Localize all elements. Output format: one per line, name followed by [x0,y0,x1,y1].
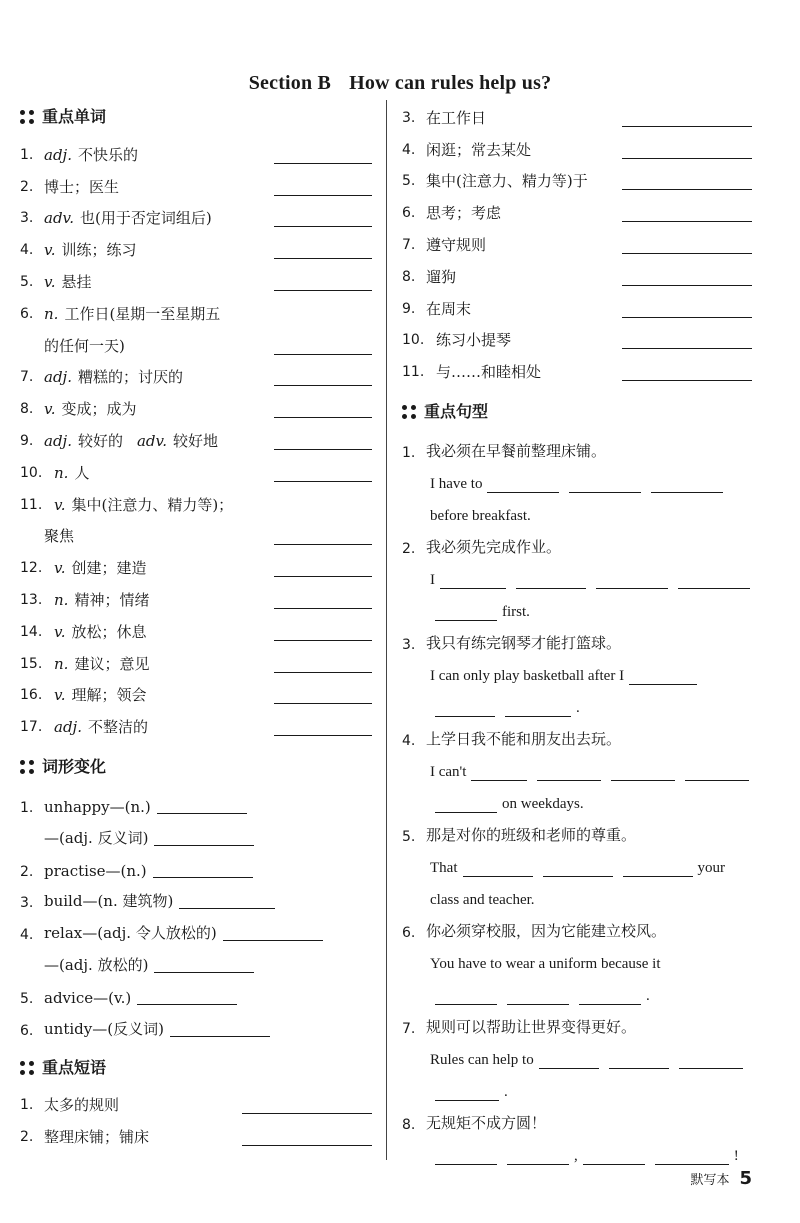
part-of-speech: v. [54,495,66,514]
item-number: 2. [402,541,416,558]
phrase-meaning: 在工作日 [426,108,487,127]
word-prompt [54,716,274,738]
item-number: 10. [20,464,43,481]
item-number: 16. [20,687,43,704]
word-item [20,388,372,420]
phrase-item [402,224,752,256]
left-column [20,100,372,1148]
word-prompt [54,589,274,611]
item-number: 10. [402,332,425,349]
word-form-item-continued [20,943,372,975]
word-item [20,579,372,611]
answer-blank[interactable] [157,793,247,814]
phrase-meaning: 闲逛；常去某处 [426,140,532,159]
answer-blank[interactable] [435,792,497,813]
item-number: 1. [20,146,34,163]
part-of-speech: adv. [44,209,75,228]
phrase-meaning: 在周末 [426,299,472,318]
forms-heading: 词形变化 [20,750,372,784]
word-form-prompt: relax—(adj. 令人放松的) [44,924,217,943]
word-form-item [20,880,372,912]
pattern-prompt: on weekdays. [502,796,584,813]
item-number: 7. [402,236,416,253]
phrase-item [402,97,752,129]
pattern-prompt: before breakfast. [430,508,531,525]
answer-blank[interactable] [622,138,752,159]
answer-blank[interactable] [440,568,506,589]
word-meaning: 创建；建造 [71,559,147,578]
part-of-speech: v. [54,686,66,705]
answer-blank[interactable] [242,1125,372,1146]
item-number: 3. [402,637,416,654]
item-number: 3. [402,109,416,126]
answer-blank[interactable] [685,760,749,781]
word-prompt [44,303,372,325]
phrase-item [402,192,752,224]
item-number: 6. [20,305,34,322]
word-meaning: 工作日(星期一至星期五 [64,304,221,323]
pattern-english-line [402,685,752,717]
item-number: 4. [20,927,34,944]
word-prompt [54,653,274,675]
answer-blank[interactable] [678,568,750,589]
answer-blank[interactable] [274,334,372,355]
item-number: 13. [20,591,43,608]
answer-blank[interactable] [622,360,752,381]
word-item [20,166,372,198]
word-prompt [54,684,274,706]
word-prompt [44,144,274,166]
answer-blank[interactable] [505,696,571,717]
item-number: 4. [402,141,416,158]
word-prompt [44,271,274,293]
phrase-meaning: 整理床铺；铺床 [44,1128,150,1147]
pattern-english-line [402,493,752,525]
answer-blank[interactable] [274,429,372,450]
answer-blank[interactable] [274,365,372,386]
pattern-english-line [402,1037,752,1069]
item-number: 5. [20,273,34,290]
item-number: 4. [20,242,34,259]
answer-blank[interactable] [623,856,693,877]
word-item [20,547,372,579]
pattern-chinese [402,429,752,461]
item-number: 8. [402,268,416,285]
word-item-continued [20,516,372,548]
word-meaning: 训练；练习 [61,241,137,260]
word-meaning: 变成；成为 [61,400,137,419]
part-of-speech: v. [54,622,66,641]
item-number: 8. [402,1117,416,1134]
answer-blank[interactable] [463,856,533,877]
answer-blank[interactable] [154,825,254,846]
answer-blank[interactable] [274,683,372,704]
word-item [20,643,372,675]
word-form-prompt: —(adj. 放松的) [44,955,149,974]
phrase-meaning: 思考；考虑 [426,204,502,223]
answer-blank[interactable] [679,1048,743,1069]
word-prompt [44,398,274,420]
answer-blank[interactable] [622,201,752,222]
pattern-chinese [402,1005,752,1037]
item-number: 8. [20,401,34,418]
pattern-chinese [402,813,752,845]
answer-blank[interactable] [487,472,559,493]
part-of-speech: v. [44,241,56,260]
word-item [20,452,372,484]
clover-icon [20,110,34,124]
word-prompt [54,462,274,484]
word-meaning: 聚焦 [44,527,75,546]
answer-blank[interactable] [435,984,497,1005]
answer-blank[interactable] [274,397,372,418]
clover-icon [402,405,416,419]
pattern-english-line [402,653,752,685]
item-number: 2. [20,863,34,880]
word-form-item [20,1007,372,1039]
pattern-sentence: 无规矩不成方圆！ [426,1114,547,1133]
part-of-speech: adj. [44,145,72,164]
part-of-speech: n. [54,590,69,609]
answer-blank[interactable] [274,461,372,482]
phrase-item [402,129,752,161]
phrases-list-right [402,97,752,383]
answer-blank[interactable] [622,297,752,318]
part-of-speech: n. [54,654,69,673]
answer-blank[interactable] [629,664,697,685]
answer-blank[interactable] [274,620,372,641]
answer-blank[interactable] [622,106,752,127]
word-meaning: 博士；医生 [44,177,120,196]
pattern-prompt: first. [502,604,530,621]
word-item [20,293,372,325]
item-number: 14. [20,623,43,640]
pattern-english-line [402,1069,752,1101]
answer-blank[interactable] [622,265,752,286]
answer-blank[interactable] [274,143,372,164]
word-prompt [44,207,274,229]
section-label: Section B [248,72,332,94]
forms-list [20,784,372,1038]
phrase-meaning: 与……和睦相处 [436,363,542,382]
answer-blank[interactable] [507,1144,569,1165]
pattern-english-line [402,1133,752,1165]
pattern-punct: , [574,1148,578,1165]
pattern-prompt: Rules can help to [430,1052,534,1069]
answer-blank[interactable] [651,472,723,493]
word-meaning: 人 [74,463,90,482]
part-of-speech: adj. [44,431,72,450]
pattern-sentence: 上学日我不能和朋友出去玩。 [426,730,622,749]
word-prompt [44,176,274,198]
phrase-meaning: 遛狗 [426,267,457,286]
answer-blank[interactable] [435,1144,497,1165]
pattern-english-line [402,941,752,973]
word-item [20,229,372,261]
item-number: 7. [402,1021,416,1038]
answer-blank[interactable] [274,270,372,291]
answer-blank[interactable] [622,233,752,254]
answer-blank[interactable] [583,1144,645,1165]
answer-blank[interactable] [611,760,675,781]
item-number: 6. [402,205,416,222]
phrase-meaning: 太多的规则 [44,1096,120,1115]
answer-blank[interactable] [579,984,641,1005]
word-form-prompt: —(adj. 反义词) [44,828,149,847]
pattern-prompt: I have to [430,476,483,493]
pattern-english-line [402,781,752,813]
answer-blank[interactable] [170,1016,270,1037]
answer-blank[interactable] [435,696,495,717]
answer-blank[interactable] [274,524,372,545]
word-form-item [20,848,372,880]
word-meaning: 放松；休息 [71,622,147,641]
words-heading: 重点单词 [20,100,372,134]
item-number: 3. [20,895,34,912]
pattern-sentence: 那是对你的班级和老师的尊重。 [426,826,637,845]
phrases-heading: 重点短语 [20,1051,372,1085]
word-meaning: 也(用于否定词组后) [80,209,212,228]
pattern-chinese [402,525,752,557]
page-number: 5 [739,1168,752,1189]
pattern-english-line [402,461,752,493]
word-form-item [20,975,372,1007]
pattern-prompt: That [430,860,458,877]
answer-blank[interactable] [507,984,569,1005]
answer-blank[interactable] [622,169,752,190]
item-number: 3. [20,210,34,227]
word-item [20,675,372,707]
word-item [20,357,372,389]
item-number: 15. [20,655,43,672]
pattern-sentence: 规则可以帮助让世界变得更好。 [426,1018,637,1037]
word-form-prompt: practise—(n.) [44,861,147,880]
word-meaning: 的任何一天) [44,336,125,355]
pattern-english-line [402,589,752,621]
item-number: 1. [20,799,34,816]
word-meaning: 不快乐的 [77,145,138,164]
word-meaning: 理解；领会 [71,686,147,705]
pattern-english-line [402,973,752,1005]
part-of-speech: v. [54,559,66,578]
item-number: 5. [20,990,34,1007]
part-of-speech: v. [44,272,56,291]
part-of-speech: n. [44,304,59,323]
phrase-meaning: 遵守规则 [426,235,487,254]
answer-blank[interactable] [435,600,497,621]
answer-blank[interactable] [569,472,641,493]
part-of-speech: adv. [136,431,167,450]
item-number: 2. [20,178,34,195]
phrase-item [402,161,752,193]
word-item [20,198,372,230]
pattern-prompt: ! [733,1148,739,1165]
answer-blank[interactable] [471,760,527,781]
pattern-chinese [402,1101,752,1133]
pattern-prompt: your [697,860,725,877]
word-meaning: 较好的 [77,431,123,450]
answer-blank[interactable] [435,1080,499,1101]
answer-blank[interactable] [537,760,601,781]
answer-blank[interactable] [539,1048,599,1069]
phrase-meaning: 集中(注意力、精力等)于 [426,172,588,191]
word-prompt [54,494,372,516]
words-list [20,134,372,738]
word-meaning: 较好地 [173,431,219,450]
answer-blank[interactable] [543,856,613,877]
phrase-item [402,256,752,288]
word-form-item-continued [20,816,372,848]
answer-blank[interactable] [154,952,254,973]
part-of-speech: adj. [44,368,72,387]
pattern-prompt: . [504,1084,508,1101]
answer-blank[interactable] [274,715,372,736]
column-divider [386,100,387,1160]
word-meaning: 集中(注意力、精力等)； [71,495,234,514]
answer-blank[interactable] [274,238,372,259]
phrase-item [20,1085,372,1117]
answer-blank[interactable] [596,568,668,589]
word-item [20,611,372,643]
item-number: 5. [402,173,416,190]
answer-blank[interactable] [179,888,275,909]
answer-blank[interactable] [274,588,372,609]
item-number: 2. [20,1129,34,1146]
item-number: 6. [402,925,416,942]
item-number: 6. [20,1022,34,1039]
phrase-item [20,1116,372,1148]
pattern-chinese [402,717,752,749]
phrase-item [402,320,752,352]
word-form-item [20,784,372,816]
answer-blank[interactable] [274,206,372,227]
item-number: 4. [402,733,416,750]
word-meaning: 精神；情绪 [74,590,150,609]
patterns-heading: 重点句型 [402,395,752,429]
pattern-english-line [402,557,752,589]
word-item [20,420,372,452]
word-item-continued [20,325,372,357]
word-prompt [44,239,274,261]
item-number: 9. [20,432,34,449]
item-number: 7. [20,369,34,386]
part-of-speech: adj. [54,718,82,737]
word-item [20,484,372,516]
word-form-item [20,911,372,943]
item-number: 1. [20,1097,34,1114]
clover-icon [20,760,34,774]
patterns-list [402,429,752,1165]
right-column [402,97,752,1165]
pattern-english-line [402,877,752,909]
word-item [20,134,372,166]
item-number: 12. [20,560,43,577]
pattern-prompt: class and teacher. [430,892,535,909]
item-number: 9. [402,300,416,317]
word-form-prompt: untidy—(反义词) [44,1019,164,1038]
answer-blank[interactable] [153,857,253,878]
word-prompt [54,621,274,643]
answer-blank[interactable] [242,1093,372,1114]
word-meaning: 糟糕的；讨厌的 [77,368,183,387]
word-form-prompt: build—(n. 建筑物) [44,892,174,911]
word-meaning: 建议；意见 [74,654,150,673]
word-prompt [44,430,274,452]
phrase-item [402,351,752,383]
word-item [20,261,372,293]
phrase-item [402,288,752,320]
answer-blank[interactable] [622,328,752,349]
pattern-prompt: . [576,700,580,717]
answer-blank[interactable] [516,568,586,589]
answer-blank[interactable] [655,1144,729,1165]
pattern-sentence: 我必须在早餐前整理床铺。 [426,442,607,461]
word-prompt [44,366,274,388]
pattern-sentence: 我必须先完成作业。 [426,538,562,557]
answer-blank[interactable] [274,556,372,577]
pattern-sentence: 我只有练完钢琴才能打篮球。 [426,634,622,653]
word-form-prompt: unhappy—(n.) [44,797,151,816]
phrase-meaning: 练习小提琴 [436,331,512,350]
word-item [20,706,372,738]
pattern-prompt: . [646,988,650,1005]
pattern-chinese [402,621,752,653]
section-question: How can rules help us? [349,72,552,94]
pattern-english-line [402,749,752,781]
item-number: 11. [402,364,425,381]
word-meaning: 不整洁的 [87,718,148,737]
clover-icon [20,1061,34,1075]
pattern-prompt: I [430,572,435,589]
word-prompt [54,557,274,579]
phrases-list-left [20,1085,372,1149]
pattern-prompt: I can't [430,764,467,781]
pattern-chinese [402,909,752,941]
pattern-prompt: You have to wear a uniform because it [430,956,661,973]
answer-blank[interactable] [137,984,237,1005]
word-form-prompt: advice—(v.) [44,988,132,1007]
part-of-speech: n. [54,463,69,482]
item-number: 11. [20,496,43,513]
part-of-speech: v. [44,400,56,419]
word-meaning: 悬挂 [61,272,92,291]
page-footer [690,1168,752,1189]
pattern-prompt: I can only play basketball after I [430,668,625,685]
pattern-english-line [402,845,752,877]
pattern-sentence: 你必须穿校服，因为它能建立校风。 [426,922,667,941]
page-title [0,72,800,95]
answer-blank[interactable] [609,1048,669,1069]
answer-blank[interactable] [274,652,372,673]
answer-blank[interactable] [223,920,323,941]
footer-label: 默写本 [690,1173,730,1188]
item-number: 5. [402,829,416,846]
item-number: 17. [20,719,43,736]
item-number: 1. [402,445,416,462]
answer-blank[interactable] [274,175,372,196]
